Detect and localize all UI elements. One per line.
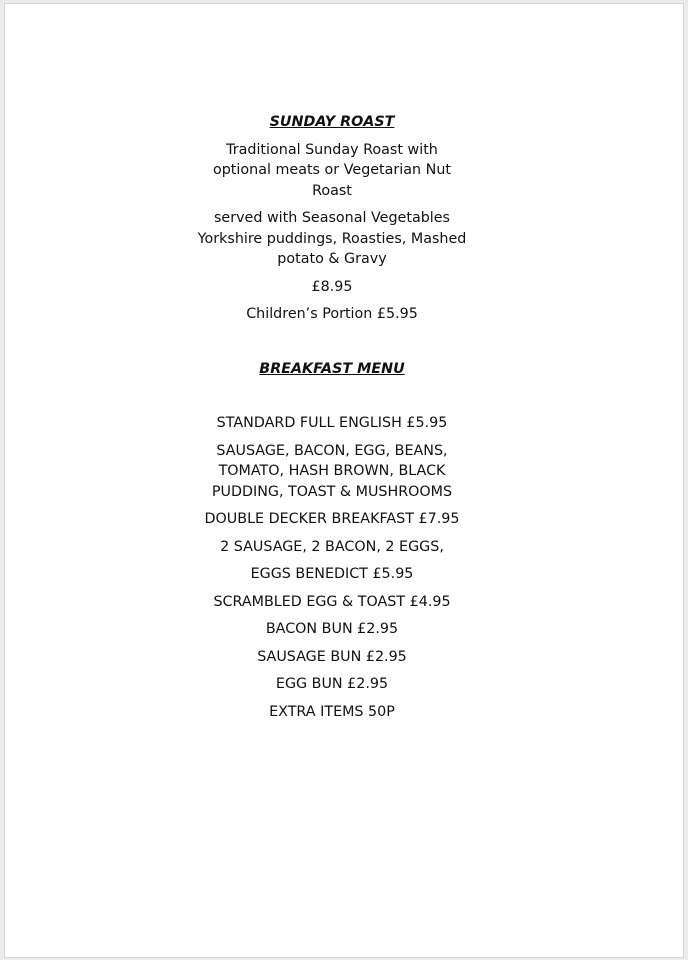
served-with-line: potato & Gravy [277, 251, 387, 267]
breakfast-item-egg-bun: EGG BUN £2.95 [275, 676, 389, 692]
breakfast-items [5, 413, 659, 722]
breakfast-item-extras: EXTRA ITEMS 50P [269, 703, 395, 720]
breakfast-item-eggs-benedict: EGGS BENEDICT £5.95 [250, 566, 414, 582]
sunday-roast-served-with [5, 208, 659, 270]
description-line: Roast [312, 182, 352, 199]
detail-line: TOMATO, HASH BROWN, BLACK [218, 463, 446, 479]
menu-content [5, 112, 659, 722]
detail-line: SAUSAGE, BACON, EGG, BEANS, [216, 442, 448, 459]
breakfast-item-standard-details [5, 441, 659, 503]
served-with-line: Yorkshire puddings, Roasties, Mashed [197, 230, 467, 247]
childrens-portion: Children’s Portion £5.95 [246, 306, 418, 322]
description-line: Traditional Sunday Roast with [226, 141, 438, 158]
description-line: optional meats or Vegetarian Nut [212, 162, 452, 178]
menu-page [4, 3, 684, 958]
breakfast-item-scrambled-egg: SCRAMBLED EGG & TOAST £4.95 [213, 593, 451, 610]
served-with-line: served with Seasonal Vegetables [213, 210, 451, 226]
sunday-roast-heading: SUNDAY ROAST [269, 114, 395, 130]
sunday-roast-description [5, 140, 659, 202]
breakfast-item-sausage-bun: SAUSAGE BUN £2.95 [257, 648, 407, 665]
breakfast-item-bacon-bun: BACON BUN £2.95 [265, 621, 399, 637]
detail-line: PUDDING, TOAST & MUSHROOMS [211, 483, 453, 500]
breakfast-menu-heading: BREAKFAST MENU [259, 360, 405, 377]
breakfast-item-double-decker-details: 2 SAUSAGE, 2 BACON, 2 EGGS, [220, 538, 444, 555]
breakfast-item-double-decker: DOUBLE DECKER BREAKFAST £7.95 [204, 511, 460, 527]
breakfast-item-standard: STANDARD FULL ENGLISH £5.95 [216, 415, 448, 431]
sunday-roast-price: £8.95 [311, 278, 353, 295]
